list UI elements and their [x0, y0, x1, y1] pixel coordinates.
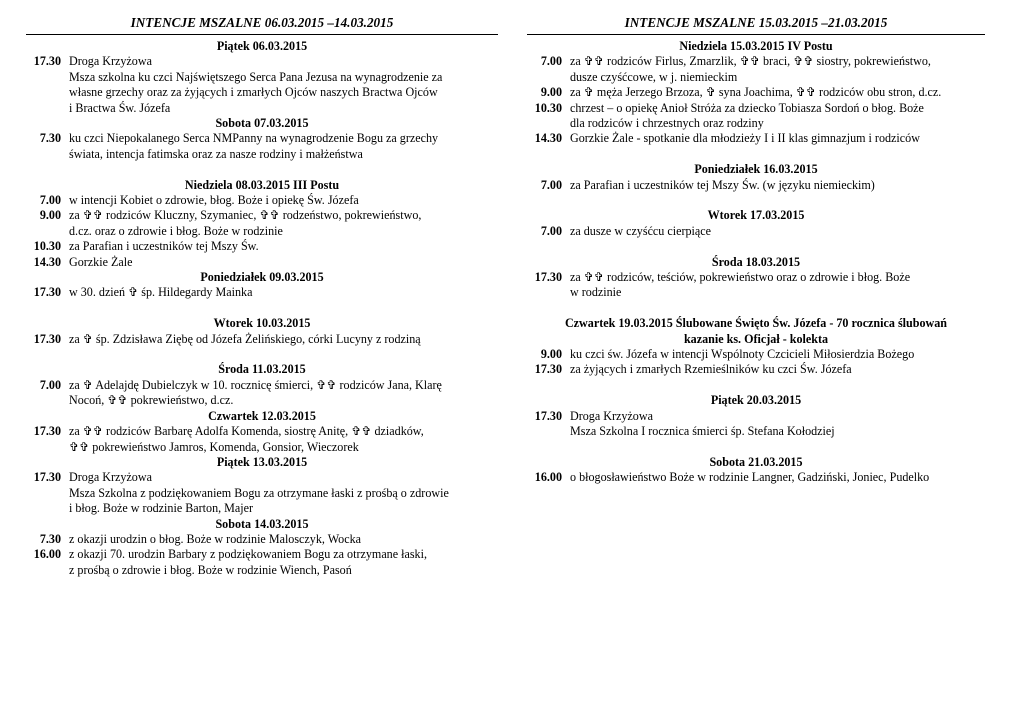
intention-text: w rodzinie	[570, 285, 622, 300]
left-column	[26, 14, 498, 578]
intention-row	[527, 85, 985, 100]
intention-text: za ✞ Adelajdę Dubielczyk w 10. rocznicę śmierci, ✞✞ rodziców Jana, Klarę	[69, 377, 442, 392]
right-column-title: INTENCJE MSZALNE 15.03.2015 –21.03.2015	[527, 14, 985, 35]
intention-row	[26, 193, 498, 208]
mass-time: 17.30	[33, 424, 61, 439]
intention-row	[26, 70, 498, 85]
day-heading: Środa 18.03.2015	[711, 254, 801, 269]
intention-text: o błogosławieństwo Boże w rodzinie Langner, Gadziński, Joniec, Pudelko	[570, 470, 930, 485]
day-heading: Wtorek 10.03.2015	[213, 316, 311, 331]
intention-text: ✞✞ pokrewieństwo Jamros, Komenda, Gonsior, Wieczorek	[69, 439, 359, 454]
mass-time: 17.30	[534, 362, 562, 377]
intention-row	[527, 347, 985, 362]
day-heading: Czwartek 19.03.2015 Ślubowane Święto Św. Józefa - 70 rocznica ślubowań	[564, 316, 948, 331]
mass-time: 17.30	[33, 470, 61, 485]
intention-text: z prośbą o zdrowie i błog. Boże w rodzinie Wiench, Pasoń	[69, 562, 352, 577]
intention-text: dla rodziców i chrzestnych oraz rodziny	[570, 116, 764, 131]
intention-row	[26, 378, 498, 393]
intention-text: za Parafian i uczestników tej Mszy Św.	[69, 239, 259, 254]
intention-row	[527, 101, 985, 116]
right-column	[527, 14, 985, 486]
intention-row	[527, 424, 985, 439]
intention-text: własne grzechy oraz za żyjących i zmarłych Ojców naszych Bractwa Ojców	[69, 85, 438, 100]
day-heading: Piątek 20.03.2015	[710, 393, 802, 408]
mass-time: 9.00	[39, 208, 61, 223]
intention-row	[527, 131, 985, 146]
day-heading: Piątek 06.03.2015	[216, 39, 308, 53]
intention-text: i Bractwa Św. Józefa	[69, 100, 171, 115]
mass-time: 10.30	[534, 100, 562, 115]
mass-time: 17.30	[534, 270, 562, 285]
mass-time: 17.30	[33, 54, 61, 69]
intention-row	[26, 440, 498, 455]
day-heading: Sobota 21.03.2015	[709, 454, 803, 469]
day-heading: Sobota 07.03.2015	[215, 116, 309, 131]
intention-text: Msza Szkolna I rocznica śmierci śp. Stefana Kołodziej	[570, 424, 835, 439]
intention-text: ku czci św. Józefa w intencji Wspólnoty Czcicieli Miłosierdzia Bożego	[570, 347, 915, 362]
day-heading: Niedziela 15.03.2015 IV Postu	[679, 39, 833, 53]
mass-time: 14.30	[33, 254, 61, 269]
day-heading: Poniedziałek 09.03.2015	[200, 270, 324, 285]
intention-row	[26, 393, 498, 408]
intention-row	[26, 424, 498, 439]
intention-text: za ✞ śp. Zdzisława Ziębę od Józefa Żelińskiego, córki Lucyny z rodziną	[69, 331, 421, 346]
intention-row	[26, 285, 498, 300]
mass-time: 7.30	[39, 531, 61, 546]
intention-text: ku czci Niepokalanego Serca NMPanny na wynagrodzenie Bogu za grzechy	[69, 131, 439, 146]
intention-text: Droga Krzyżowa	[570, 408, 653, 423]
intention-row	[527, 409, 985, 424]
mass-time: 17.30	[33, 331, 61, 346]
intention-text: w 30. dzień ✞ śp. Hildegardy Mainka	[69, 285, 253, 300]
intention-text: dusze czyśćcowe, w j. niemieckim	[570, 69, 738, 84]
day-heading: kazanie ks. Oficjał - kolekta	[683, 331, 829, 346]
intention-row	[26, 332, 498, 347]
intention-text: świata, intencja fatimska oraz za nasze rodziny i małżeństwa	[69, 146, 363, 161]
mass-time: 17.30	[534, 408, 562, 423]
intention-row	[26, 147, 498, 162]
intention-text: za ✞✞ rodziców Barbarę Adolfa Komenda, siostrę Anitę, ✞✞ dziadków,	[69, 424, 424, 439]
intention-row	[527, 116, 985, 131]
intention-row	[26, 208, 498, 223]
intention-row	[26, 563, 498, 578]
mass-time: 17.30	[33, 285, 61, 300]
day-heading: Środa 11.03.2015	[218, 362, 306, 377]
mass-time: 9.00	[540, 347, 562, 362]
intention-row	[26, 532, 498, 547]
intention-text: chrzest – o opiekę Anioł Stróża za dziecko Tobiasza Sordoń o błog. Boże	[570, 100, 924, 115]
intention-row	[527, 470, 985, 485]
intention-text: za ✞ męża Jerzego Brzoza, ✞ syna Joachima, ✞✞ rodziców obu stron, d.cz.	[570, 85, 942, 100]
intention-text: za Parafian i uczestników tej Mszy Św. (w języku niemieckim)	[570, 177, 875, 192]
intention-text: z okazji 70. urodzin Barbary z podziękowaniem Bogu za otrzymane łaski,	[69, 547, 427, 562]
intention-row	[527, 270, 985, 285]
intention-row	[527, 362, 985, 377]
intention-text: Droga Krzyżowa	[69, 470, 152, 485]
intention-row	[26, 501, 498, 516]
intention-text: za żyjących i zmarłych Rzemieślników ku czci Św. Józefa	[570, 362, 852, 377]
intention-text: Gorzkie Żale	[69, 254, 133, 269]
mass-time: 10.30	[33, 239, 61, 254]
day-heading: Sobota 14.03.2015	[215, 516, 309, 531]
intention-text: w intencji Kobiet o zdrowie, błog. Boże i opiekę Św. Józefa	[69, 193, 359, 208]
intention-row	[527, 70, 985, 85]
intention-text: Msza Szkolna z podziękowaniem Bogu za otrzymane łaski z prośbą o zdrowie	[69, 485, 449, 500]
left-column-title: INTENCJE MSZALNE 06.03.2015 –14.03.2015	[26, 14, 498, 35]
day-heading: Niedziela 08.03.2015 III Postu	[184, 177, 340, 192]
intention-text: Gorzkie Żale - spotkanie dla młodzieży I i II klas gimnazjum i rodziców	[570, 131, 920, 146]
intention-row	[26, 255, 498, 270]
intention-row	[527, 178, 985, 193]
intention-row	[26, 547, 498, 562]
intention-text: d.cz. oraz o zdrowie i błog. Boże w rodzinie	[69, 223, 283, 238]
intention-text: Nocoń, ✞✞ pokrewieństwo, d.cz.	[69, 393, 234, 408]
mass-time: 16.00	[534, 470, 562, 485]
intention-row	[26, 101, 498, 116]
day-heading: Piątek 13.03.2015	[216, 454, 308, 469]
mass-time: 7.00	[39, 193, 61, 208]
intention-row	[26, 224, 498, 239]
mass-time: 16.00	[33, 547, 61, 562]
intention-row	[527, 224, 985, 239]
intention-row	[26, 54, 498, 69]
intention-row	[26, 131, 498, 146]
intention-row	[26, 85, 498, 100]
mass-time: 7.00	[540, 223, 562, 238]
day-heading: Wtorek 17.03.2015	[707, 208, 805, 223]
intention-text: z okazji urodzin o błog. Boże w rodzinie Malosczyk, Wocka	[69, 531, 361, 546]
mass-time: 7.00	[540, 54, 562, 69]
mass-time: 14.30	[534, 131, 562, 146]
intention-row	[527, 285, 985, 300]
intention-text: za ✞✞ rodziców Kluczny, Szymaniec, ✞✞ rodzeństwo, pokrewieństwo,	[69, 208, 422, 223]
intention-row	[26, 470, 498, 485]
mass-time: 7.30	[39, 131, 61, 146]
day-heading: Czwartek 12.03.2015	[208, 408, 316, 423]
intention-row	[527, 54, 985, 69]
mass-time: 7.00	[540, 177, 562, 192]
intention-text: i błog. Boże w rodzinie Barton, Majer	[69, 501, 254, 516]
intention-text: Msza szkolna ku czci Najświętszego Serca Pana Jezusa na wynagrodzenie za	[69, 69, 443, 84]
intention-text: Droga Krzyżowa	[69, 54, 152, 69]
day-heading: Poniedziałek 16.03.2015	[694, 162, 818, 177]
mass-time: 7.00	[39, 377, 61, 392]
mass-time: 9.00	[540, 85, 562, 100]
intention-text: za dusze w czyśćcu cierpiące	[570, 223, 712, 238]
intention-text: za ✞✞ rodziców Firlus, Zmarzlik, ✞✞ braci, ✞✞ siostry, pokrewieństwo,	[570, 54, 931, 69]
intention-row	[26, 239, 498, 254]
intention-row	[26, 486, 498, 501]
intention-text: za ✞✞ rodziców, teściów, pokrewieństwo oraz o zdrowie i błog. Boże	[570, 270, 911, 285]
